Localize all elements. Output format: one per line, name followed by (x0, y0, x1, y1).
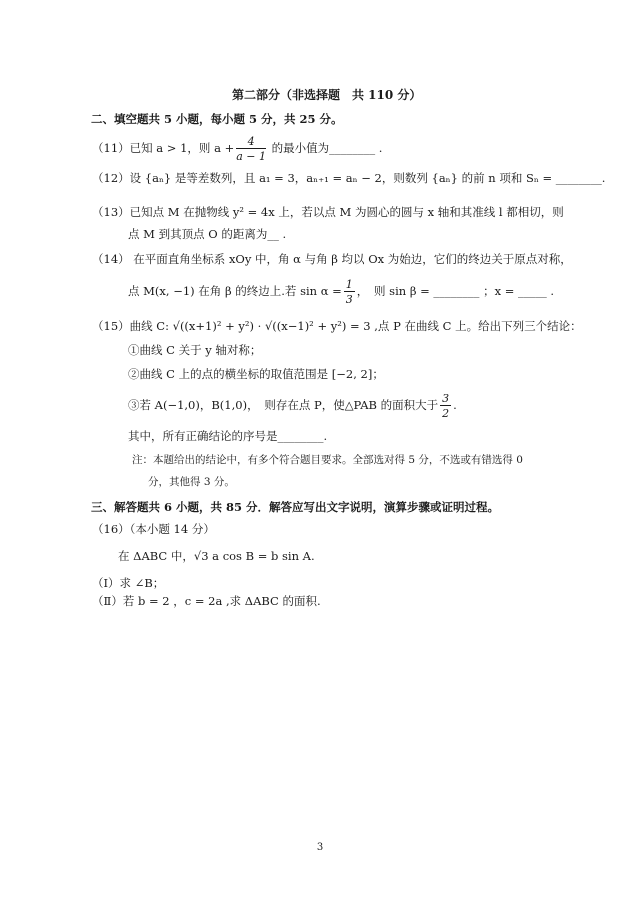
q14-fraction (344, 279, 355, 305)
question-14-line1: （14） 在平面直角坐标系 xOy 中，角 α 与角 β 均以 Ox 为始边，它们的终边关于原点对称， (92, 252, 572, 266)
section3-heading: 三、解答题共 6 小题，共 85 分．解答应写出文字说明，演算步骤或证明过程。 (91, 500, 500, 514)
question-13-line2: 点 M 到其顶点 O 的距离为__ . (128, 227, 287, 241)
question-16-part2: （Ⅱ）若 b = 2 ，c = 2a ,求 ΔABC 的面积. (92, 594, 321, 608)
question-14-line2 (128, 276, 554, 306)
q14-text-pre: 点 M(x, −1) 在角 β 的终边上.若 sin α = (128, 284, 342, 298)
question-12: （12）设 {aₙ} 是等差数列，且 a₁ = 3，aₙ₊₁ = aₙ − 2，则数列 {aₙ} 的前 n 项和 Sₙ = ________. (92, 171, 606, 185)
question-15-ask: 其中，所有正确结论的序号是________. (128, 429, 328, 443)
q15-frac-den: 2 (442, 407, 450, 420)
question-11 (92, 133, 382, 163)
question-15-line1: （15）曲线 C: √((x+1)² + y²) · √((x−1)² + y²) = 3 ,点 P 在曲线 C 上。给出下列三个结论： (92, 319, 582, 333)
q11-frac-num: 4 (236, 136, 266, 149)
section2-heading: 二、填空题共 5 小题，每小题 5 分，共 25 分。 (91, 112, 343, 126)
question-15-conclusion1: ①曲线 C 关于 y 轴对称； (128, 343, 262, 357)
question-13-line1: （13）已知点 M 在抛物线 y² = 4x 上，若以点 M 为圆心的圆与 x 轴和其准线 l 都相切，则 (92, 205, 564, 219)
q11-text-post: 的最小值为________ . (268, 141, 383, 155)
q15-frac-num: 3 (442, 392, 450, 405)
q14-frac-num: 1 (345, 278, 353, 291)
question-15-conclusion2: ②曲线 C 上的点的横坐标的取值范围是 [−2, 2]； (128, 367, 384, 381)
question-15-conclusion3 (128, 390, 457, 420)
q15-c3-text-pre: ③若 A(−1,0)，B(1,0)， 则存在点 P，使△PAB 的面积大于 (128, 398, 439, 412)
question-16-part1: （Ⅰ）求 ∠B； (92, 576, 165, 590)
q15-c3-text-post: . (453, 398, 457, 412)
q11-frac-den: a − 1 (236, 150, 266, 163)
question-15-note-line2: 分，其他得 3 分。 (148, 476, 235, 488)
page-number: 3 (316, 842, 324, 853)
question-15-note-line1: 注：本题给出的结论中，有多个符合题目要求。全部选对得 5 分，不选或有错选得 0 (132, 454, 523, 466)
q11-text-pre: （11）已知 a > 1，则 a + (92, 141, 235, 155)
q14-text-post: ， 则 sin β = ________ ；x = _____ . (356, 284, 555, 298)
q11-fraction (236, 136, 266, 162)
question-16-stem: 在 ΔABC 中，√3 a cos B = b sin A. (118, 549, 315, 563)
part-title: 第二部分（非选择题 共 110 分） (232, 88, 422, 102)
question-16-header: （16）（本小题 14 分） (92, 522, 215, 536)
q14-frac-den: 3 (345, 293, 353, 306)
q15-fraction (440, 393, 451, 419)
